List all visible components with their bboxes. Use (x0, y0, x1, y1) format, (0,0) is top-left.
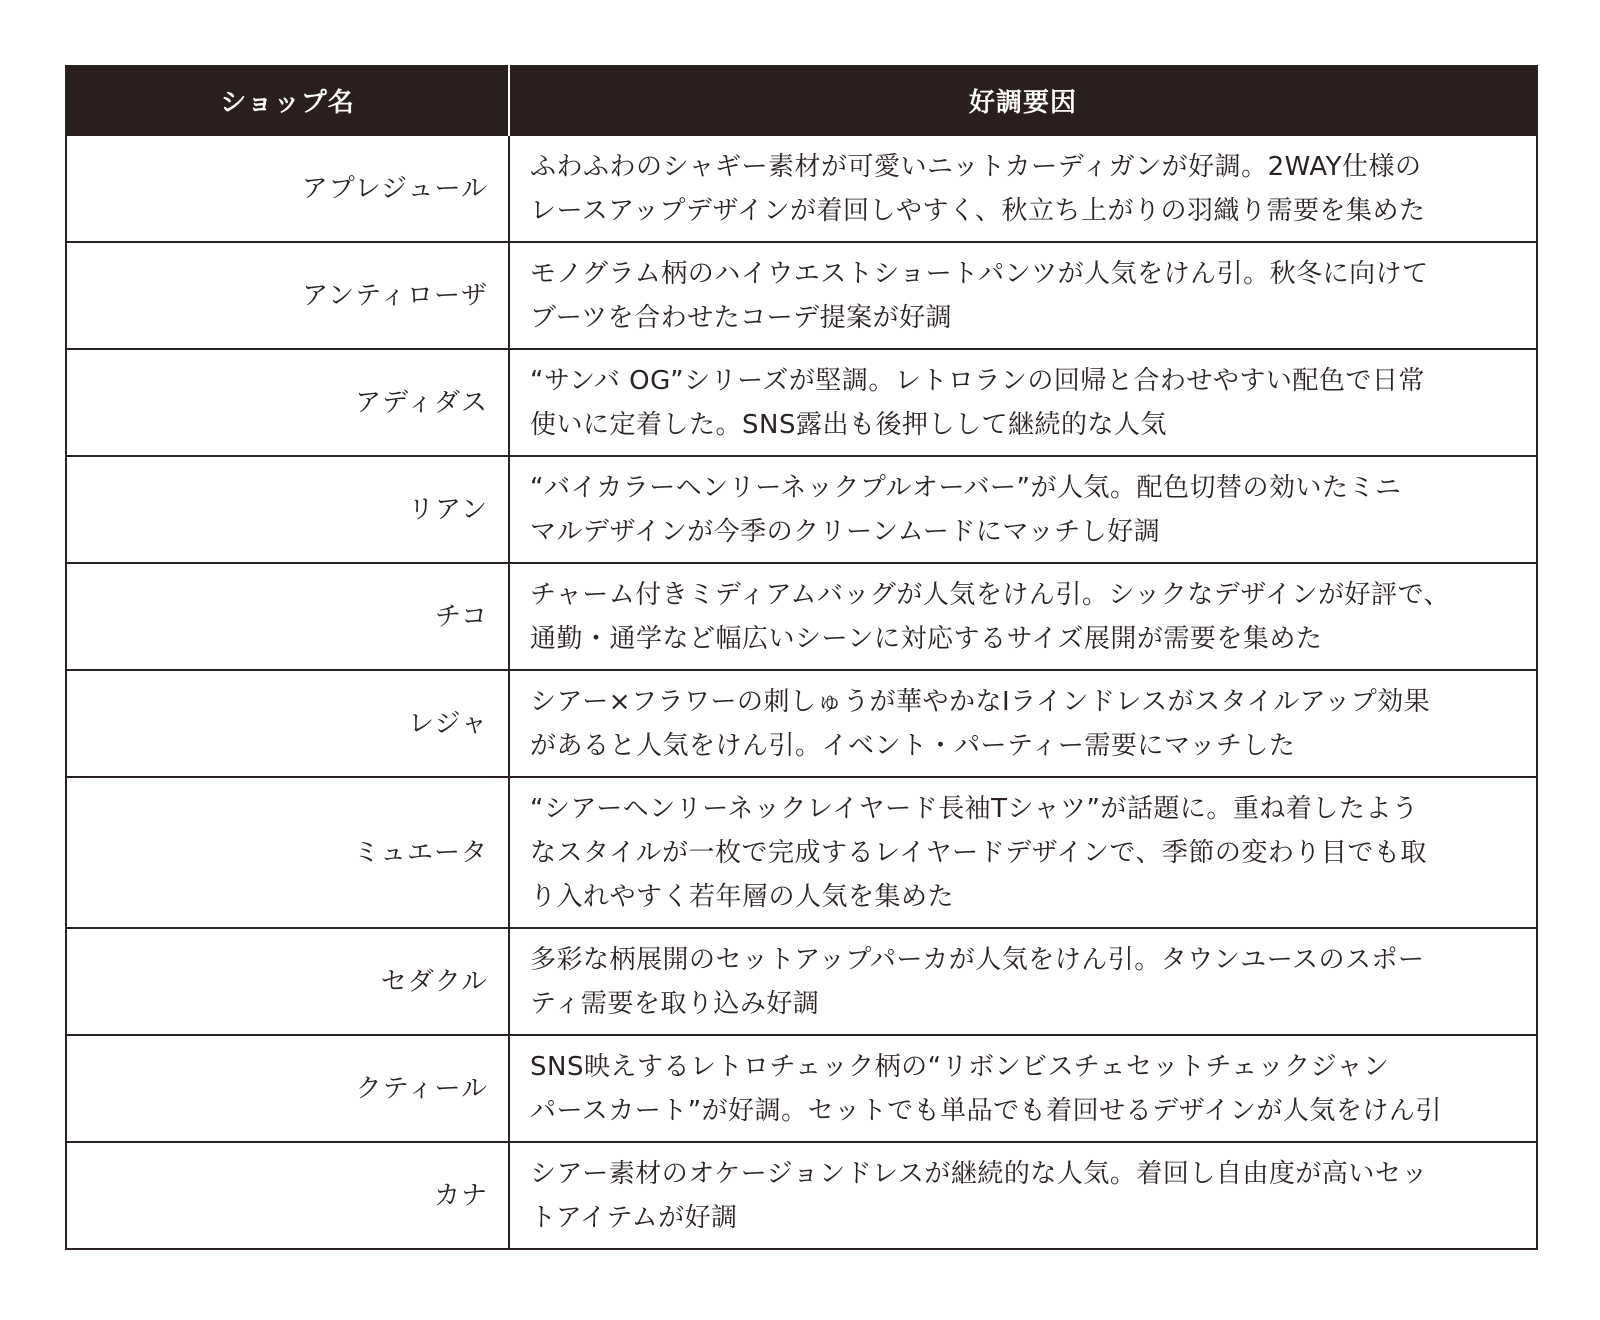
table-row (66, 242, 1537, 349)
shop-name-cell: アディダス (66, 349, 509, 456)
reason-cell (509, 777, 1537, 928)
shop-name-cell: レジャ (66, 670, 509, 777)
shop-name-cell: クティール (66, 1035, 509, 1142)
reason-line: ブーツを合わせたコーデ提案が好調 (530, 302, 953, 333)
shop-name-cell: ミュエータ (66, 777, 509, 928)
reason-cell (509, 349, 1537, 456)
reason-line: パースカート”が好調。セットでも単品でも着回せるデザインが人気をけん引 (530, 1095, 1442, 1126)
reason-line: があると人気をけん引。イベント・パーティー需要にマッチした (530, 730, 1296, 761)
reason-cell (509, 456, 1537, 563)
table-row (66, 777, 1537, 928)
reason-line: シアー素材のオケージョンドレスが継続的な人気。着回し自由度が高いセッ (530, 1158, 1428, 1189)
shop-name-cell: セダクル (66, 928, 509, 1035)
header-reason: 好調要因 (509, 66, 1537, 135)
reason-line: SNS映えするレトロチェック柄の“リボンビスチェセットチェックジャン (530, 1051, 1390, 1082)
shop-name-cell: アプレジュール (66, 135, 509, 242)
reason-line: 多彩な柄展開のセットアップパーカが人気をけん引。タウンユースのスポー (530, 944, 1425, 975)
reason-line: なスタイルが一枚で完成するレイヤードデザインで、季節の変わり目でも取 (530, 837, 1427, 868)
reason-line: チャーム付きミディアムバッグが人気をけん引。シックなデザインが好評で、 (530, 579, 1450, 610)
shop-trend-table (65, 65, 1538, 1250)
table-row (66, 563, 1537, 670)
reason-line: マルデザインが今季のクリーンムードにマッチし好調 (530, 516, 1161, 547)
table-row (66, 456, 1537, 563)
reason-cell (509, 242, 1537, 349)
reason-line: “サンバ OG”シリーズが堅調。レトロランの回帰と合わせやすい配色で日常 (530, 365, 1425, 396)
shop-name-cell: チコ (66, 563, 509, 670)
reason-line: モノグラム柄のハイウエストショートパンツが人気をけん引。秋冬に向けて (530, 258, 1429, 289)
table-row (66, 670, 1537, 777)
table-row (66, 1035, 1537, 1142)
table-row (66, 135, 1537, 242)
reason-line: “シアーヘンリーネックレイヤード長袖Tシャツ”が話題に。重ね着したよう (530, 793, 1419, 824)
reason-line: レースアップデザインが着回しやすく、秋立ち上がりの羽織り需要を集めた (530, 195, 1426, 226)
shop-name-cell: アンティローザ (66, 242, 509, 349)
reason-cell (509, 135, 1537, 242)
reason-cell (509, 670, 1537, 777)
table-row (66, 1142, 1537, 1249)
reason-line: ティ需要を取り込み好調 (530, 988, 820, 1019)
reason-cell (509, 563, 1537, 670)
reason-cell (509, 1035, 1537, 1142)
shop-name-cell: リアン (66, 456, 509, 563)
reason-line: “バイカラーヘンリーネックプルオーバー”が人気。配色切替の効いたミニ (530, 472, 1402, 503)
table-row (66, 349, 1537, 456)
reason-line: ふわふわのシャギー素材が可愛いニットカーディガンが好調。2WAY仕様の (530, 151, 1422, 182)
shop-name-cell: カナ (66, 1142, 509, 1249)
table-row (66, 928, 1537, 1035)
reason-line: シアー×フラワーの刺しゅうが華やかなIラインドレスがスタイルアップ効果 (530, 686, 1431, 717)
reason-line: り入れやすく若年層の人気を集めた (530, 881, 955, 912)
reason-line: トアイテムが好調 (530, 1202, 738, 1233)
reason-cell (509, 928, 1537, 1035)
header-shop-name: ショップ名 (66, 66, 509, 135)
reason-line: 使いに定着した。SNS露出も後押しして継続的な人気 (530, 409, 1167, 440)
table-header-row (66, 66, 1537, 135)
reason-cell (509, 1142, 1537, 1249)
reason-line: 通勤・通学など幅広いシーンに対応するサイズ展開が需要を集めた (530, 623, 1323, 654)
